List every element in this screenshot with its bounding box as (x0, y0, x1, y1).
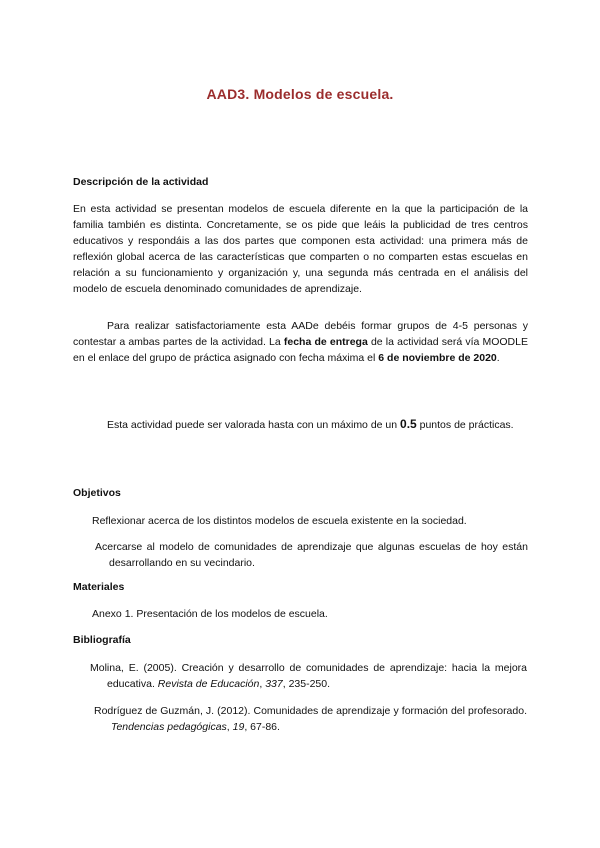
reference-journal: Tendencias pedagógicas (111, 721, 227, 733)
entrega-label: fecha de entrega (283, 336, 368, 348)
reference-text: Rodríguez de Guzmán, J. (2012). Comunidades de aprendizaje y formación del profesorado. (94, 705, 527, 717)
objetivo-item-2: Acercarse al modelo de comunidades de aprendizaje que algunas escuelas de hoy están desarrollando en su vecindario. (95, 541, 528, 569)
reference-pages: , 235-250. (282, 678, 331, 690)
document-title: AAD3. Modelos de escuela. (206, 86, 394, 102)
valoracion-text-2: puntos de prácticas. (416, 419, 514, 431)
reference-sep: , (226, 721, 233, 733)
heading-bibliografia: Bibliografía (73, 634, 131, 646)
heading-objetivos: Objetivos (73, 487, 121, 499)
objetivo-item-1: Reflexionar acerca de los distintos modelos de escuela existente en la sociedad. (92, 515, 467, 527)
reference-volume: 337 (265, 678, 283, 690)
material-item-1: Anexo 1. Presentación de los modelos de escuela. (92, 608, 328, 620)
entrega-deadline: 6 de noviembre de 2020 (378, 352, 497, 364)
heading-descripcion: Descripción de la actividad (73, 176, 209, 188)
valoracion-text-1: Esta actividad puede ser valorada hasta con un máximo de un (107, 419, 401, 431)
reference-sep: , (259, 678, 266, 690)
valoracion-points: 0.5 (400, 417, 417, 431)
reference-volume: 19 (232, 721, 245, 733)
valoracion-paragraph (73, 416, 528, 433)
reference-pages: , 67-86. (244, 721, 280, 733)
reference-item (90, 660, 527, 692)
entrega-text-3: . (496, 352, 500, 364)
reference-text: Molina, E. (2005). Creación y desarrollo de comunidades de aprendizaje: hacia la mejora educativa. (90, 662, 527, 690)
entrega-text-1: Para realizar satisfactoriamente esta AADe debéis formar grupos de 4-5 personas y contestar a ambas partes de la actividad. La (73, 320, 528, 348)
reference-item (94, 703, 527, 735)
entrega-text-2: de la actividad será vía MOODLE en el enlace del grupo de práctica asignado con fecha máxima el (73, 336, 528, 364)
entrega-paragraph (73, 318, 528, 366)
reference-journal: Revista de Educación (157, 678, 260, 690)
heading-materiales: Materiales (73, 581, 125, 593)
descripcion-paragraph: En esta actividad se presentan modelos de escuela diferente en la que la participación de la familia también es distinta. Concretamente, se os pide que leáis la publicidad de tres centros educativos y respondáis a las dos partes que componen esta actividad: una primera más de reflexión global acerca de las características que comparten o no comparten estas escuelas en relación a su funcionamiento y organización y, una segunda más centrada en el análisis del modelo de escuela denominado comunidades de aprendizaje. (73, 203, 528, 295)
